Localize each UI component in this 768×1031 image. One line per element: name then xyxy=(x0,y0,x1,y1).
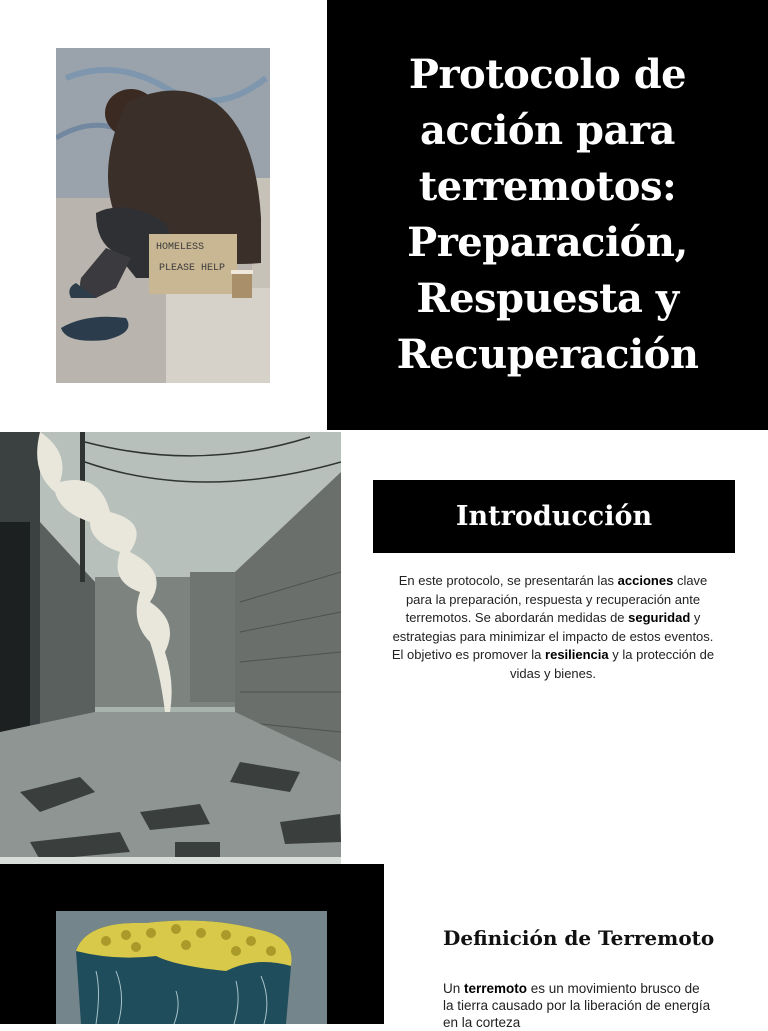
definition-text-part: es un movimiento brusco de la tierra causado por la liberación de energía en la corteza xyxy=(443,981,711,1030)
keyword-resiliencia: resiliencia xyxy=(545,647,609,662)
sign-text-line2: PLEASE HELP xyxy=(159,263,226,274)
cover-title-panel xyxy=(327,0,768,430)
intro-heading: Introducción xyxy=(455,501,653,532)
intro-paragraph xyxy=(388,572,718,683)
intro-text-part: clave para la preparación, respuesta y recuperación ante terremotos. Se abordarán medidas de xyxy=(405,573,708,625)
intro-heading-box xyxy=(373,480,735,553)
homeless-man-photo xyxy=(56,48,270,383)
destroyed-alley-illustration xyxy=(0,432,341,864)
definition-text-part: Un xyxy=(443,981,465,996)
earth-crust-model-image xyxy=(56,911,327,1024)
intro-text-part: En este protocolo, se presentarán las xyxy=(398,573,618,588)
definition-paragraph xyxy=(443,980,713,1031)
keyword-acciones: acciones xyxy=(617,573,674,588)
cover-title: Protocolo de acción para terremotos: Preparación, Respuesta y Recuperación xyxy=(396,51,699,378)
intro-text-part: y la protección de vidas y bienes. xyxy=(510,647,715,681)
sign-text-line1: HOMELESS xyxy=(156,242,205,253)
definition-heading: Definición de Terremoto xyxy=(443,926,715,950)
intro-text-part: y estrategias para minimizar el impacto de estos eventos. El objetivo es promover la xyxy=(391,610,714,662)
keyword-terremoto: terremoto xyxy=(464,981,528,996)
keyword-seguridad: seguridad xyxy=(628,610,691,625)
